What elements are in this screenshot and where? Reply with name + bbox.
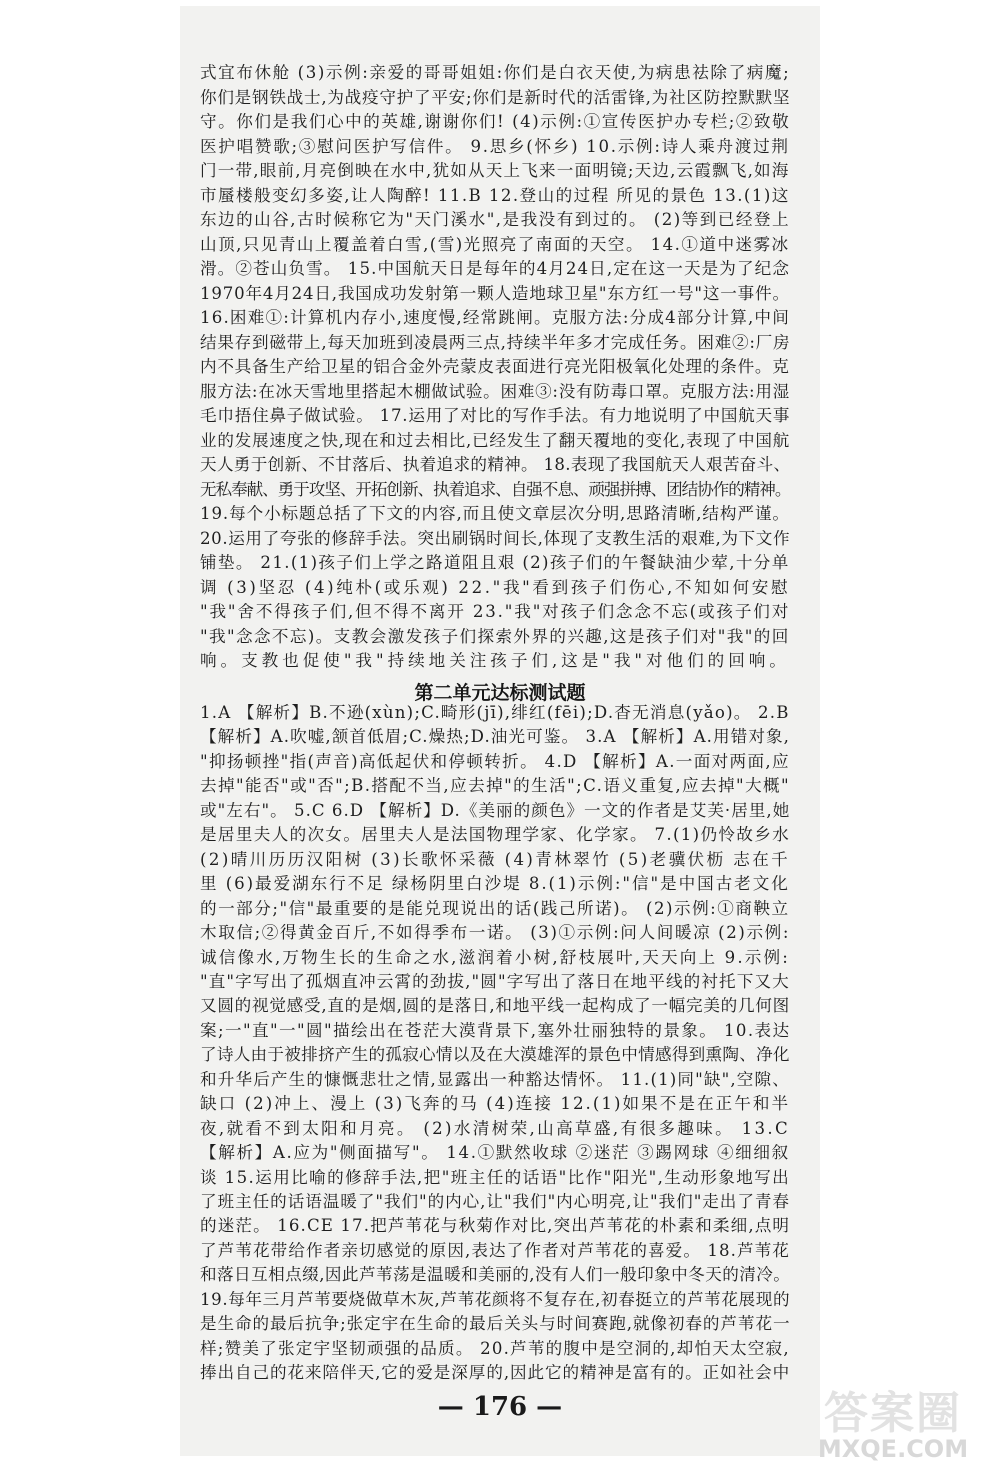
text-line: 19.每年三月芦苇要烧做草木灰,芦苇花颜将不复存在,初春挺立的芦苇花展现的 xyxy=(200,1289,791,1309)
watermark-logo-text: 答案圈 xyxy=(824,1388,962,1439)
text-line: 谈 15.运用比喻的修辞手法,把"班主任的话语"比作"阳光",生动形象地写出 xyxy=(200,1167,791,1187)
text-line: 1970年4月24日,我国成功发射第一颗人造地球卫星"东方红一号"这一事件。 xyxy=(200,283,790,303)
text-line: 里 (6)最爱湖东行不足 绿杨阴里白沙堤 8.(1)示例:"信"是中国古老文化 xyxy=(200,874,790,894)
text-line: 毛巾捂住鼻子做试验。 17.运用了对比的写作手法。有力地说明了中国航天事 xyxy=(200,406,791,425)
text-line: 样;赞美了张定宇坚韧顽强的品质。 20.芦苇的腹中是空洞的,却怕天太空寂, xyxy=(200,1338,790,1358)
text-line: 【解析】A.吹嘘,颔首低眉;C.燥热;D.油光可鉴。 3.A 【解析】A.用错对象, xyxy=(200,727,791,747)
text-line: (2)晴川历历汉阳树 (3)长歌怀采薇 (4)青林翠竹 (5)老骥伏枥 志在千 xyxy=(200,849,791,869)
text-line: 木取信;②得黄金百斤,不如得季布一诺。 (3)①示例:问人间暖凉 (2)示例: xyxy=(200,923,791,943)
text-line: 是居里夫人的次女。居里夫人是法国物理学家、化学家。 7.(1)仍怜故乡水 xyxy=(200,825,791,845)
text-line: 的一部分;"信"最重要的是能兑现说出的话(践己所诺)。 (2)示例:①商鞅立 xyxy=(200,898,790,918)
text-line: 了班主任的话语温暖了"我们"的内心,让"我们"内心明亮,让"我们"走出了青春 xyxy=(200,1192,790,1211)
text-line: 【解析】A.应为"侧面描写"。 14.①默然收球 ②迷茫 ③踢网球 ④细细叙 xyxy=(200,1143,790,1163)
text-line: 案;一"直"一"圆"描绘出在苍茫大漠背景下,塞外壮丽独特的景象。 10.表达 xyxy=(200,1020,791,1040)
text-line: "我"舍不得孩子们,但不得不离开 23."我"对孩子们念念不忘(或孩子们对 xyxy=(200,602,791,621)
text-line: 铺垫。 21.(1)孩子们上学之路道阻且艰 (2)孩子们的午餐缺油少荤,十分单 xyxy=(200,553,790,572)
text-line: 调 (3)坚忍 (4)纯朴(或乐观) 22."我"看到孩子们伤心,不知如何安慰 xyxy=(200,577,791,597)
text-line: 天人勇于创新、不甘落后、执着追求的精神。 18.表现了我国航天人艰苦奋斗、 xyxy=(200,455,791,474)
watermark-logo xyxy=(808,1388,978,1463)
text-line: 19.每个小标题总括了下文的内容,而且使文章层次分明,思路清晰,结构严谨。 xyxy=(200,504,790,523)
text-line: 了诗人由于被排挤产生的孤寂心情以及在大漠雄浑的景色中情感得到熏陶、净化 xyxy=(200,1045,790,1065)
text-line: 响。支教也促使"我"持续地关注孩子们,这是"我"对他们的回响。 xyxy=(200,651,790,670)
text-line: 的迷茫。 16.CE 17.把芦苇花与秋菊作对比,突出芦苇花的朴素和柔细,点明 xyxy=(200,1216,791,1236)
text-line: 又圆的视觉感受,直的是烟,圆的是落日,和地平线一起构成了一幅完美的几何图 xyxy=(200,996,791,1016)
text-line: 业的发展速度之快,现在和过去相比,已经发生了翻天覆地的变化,表现了中国航 xyxy=(200,430,791,450)
text-line: 夜,就看不到太阳和月亮。 (2)水清树荣,山高草盛,有很多趣味。 13.C xyxy=(200,1118,791,1138)
text-line: 你们是钢铁战士,为战疫守护了平安;你们是新时代的活雷锋,为社区防控默默坚 xyxy=(200,87,791,107)
text-line: 内不具备生产给卫星的铝合金外壳蒙皮表面进行亮光阳极氧化处理的条件。克 xyxy=(200,357,790,376)
text-line: 医护唱赞歌;③慰问医护写信件。 9.思乡(怀乡) 10.示例:诗人乘舟渡过荆 xyxy=(200,136,790,156)
section-title: 第二单元达标测试题 xyxy=(414,682,586,704)
text-line: 结果存到磁带上,每天加班到凌晨两三点,持续半年多才完成任务。困难②:厂房 xyxy=(200,332,791,352)
text-line: 服方法:在冰天雪地里搭起木棚做试验。困难③:没有防毒口罩。克服方法:用湿 xyxy=(200,381,790,401)
text-line: 和落日互相点缀,因此芦苇荡是温暖和美丽的,没有人们一般印象中冬天的清冷。 xyxy=(200,1265,791,1285)
text-line: 东边的山谷,古时候称它为"天门溪水",是我没有到过的。 (2)等到已经登上 xyxy=(200,210,791,229)
text-line: 山顶,只见青山上覆盖着白雪,(雪)光照亮了南面的天空。 14.①道中迷雾冰 xyxy=(200,234,790,254)
watermark-url: MXQE.COM xyxy=(817,1435,969,1463)
text-line: 市蜃楼般变幻多姿,让人陶醉! 11.B 12.登山的过程 所见的景色 13.(1)这 xyxy=(200,185,790,205)
text-line: 和升华后产生的慷慨悲壮之情,显露出一种豁达情怀。 11.(1)同"缺",空隙、 xyxy=(200,1069,791,1089)
text-line: 16.困难①:计算机内存小,速度慢,经常跳闸。克服方法:分成4部分计算,中间 xyxy=(200,308,790,327)
text-line: 门一带,眼前,月亮倒映在水中,犹如从天上飞来一面明镜;天边,云霞飘飞,如海 xyxy=(200,161,790,180)
text-line: "直"字写出了孤烟直冲云霄的劲拔,"圆"字写出了落日在地平线的衬托下又大 xyxy=(200,971,790,991)
text-line: "我"念念不忘)。支教会激发孩子们探索外界的兴趣,这是孩子们对"我"的回 xyxy=(200,626,790,646)
text-line: 20.运用了夸张的修辞手法。突出刷锅时间长,体现了支教生活的艰难,为下文作 xyxy=(200,528,791,548)
text-line: 式宜布休舱 (3)示例:亲爱的哥哥姐姐:你们是白衣天使,为病患祛除了病魔; xyxy=(200,63,791,82)
text-line: "抑扬顿挫"指(声音)高低起伏和停顿转折。 4.D 【解析】A.一面对两面,应 xyxy=(200,751,790,771)
page-number: — 176 — xyxy=(437,1392,563,1422)
text-line: 无私奉献、勇于攻坚、开拓创新、执着追求、自强不息、顽强拼搏、团结协作的精神。 xyxy=(200,479,791,499)
text-line: 诚信像水,万物生长的生命之水,滋润着小树,舒枝展叶,天天向上 9.示例: xyxy=(200,947,791,967)
text-line: 是生命的最后抗争;张定宇在生命的最后关头与时间赛跑,就像初春的芦苇花一 xyxy=(200,1314,791,1334)
text-line: 去掉"能否"或"否";B.搭配不当,应去掉"的生活";C.语义重复,应去掉"大概" xyxy=(200,776,791,796)
text-line: 捧出自己的花来陪伴天,它的爱是深厚的,因此它的精神是富有的。正如社会中 xyxy=(200,1363,791,1383)
text-line: 了芦苇花带给作者亲切感觉的原因,表达了作者对芦苇花的喜爱。 18.芦苇花 xyxy=(200,1240,790,1260)
text-line: 守。你们是我们心中的英雄,谢谢你们! (4)示例:①宣传医护办专栏;②致敬 xyxy=(200,112,791,131)
text-line: 滑。②苍山负雪。 15.中国航天日是每年的4月24日,定在这一天是为了纪念 xyxy=(200,259,791,278)
text-line: 缺口 (2)冲上、漫上 (3)飞奔的马 (4)连接 12.(1)如果不是在正午和半 xyxy=(200,1094,791,1114)
text-line: 或"左右"。 5.C 6.D 【解析】D.《美丽的颜色》一文的作者是艾芙·居里,她 xyxy=(200,800,791,820)
text-line: 1.A 【解析】B.不逊(xùn);C.畸形(jī),绯红(fēi);D.杳无消息(yǎo)。 2.B xyxy=(200,703,790,722)
